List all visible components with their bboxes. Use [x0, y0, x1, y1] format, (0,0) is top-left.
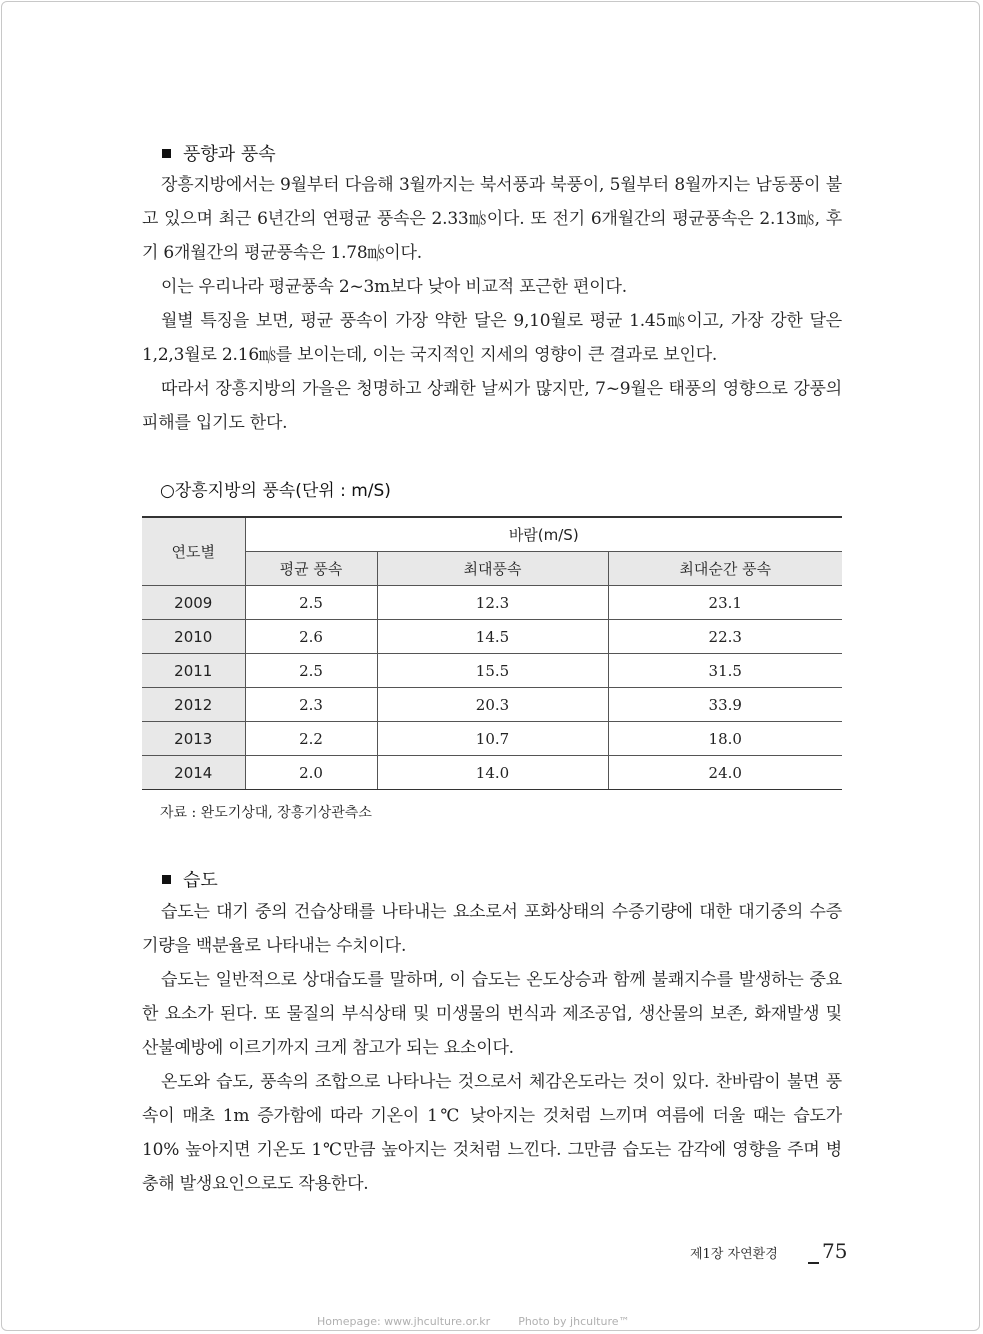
photo-credit: Photo by jhculture™	[518, 1315, 630, 1328]
max-speed-cell: 15.5	[377, 654, 608, 688]
year-cell: 2014	[142, 756, 245, 790]
column-header: 최대순간 풍속	[608, 552, 842, 586]
square-bullet-icon	[162, 875, 171, 884]
section-heading-text: 습도	[183, 870, 218, 891]
gust-speed-cell: 24.0	[608, 756, 842, 790]
table-row	[142, 654, 842, 688]
year-cell: 2010	[142, 620, 245, 654]
gust-speed-cell: 22.3	[608, 620, 842, 654]
footer-chapter-label: 제1장 자연환경	[690, 1247, 778, 1262]
year-cell: 2011	[142, 654, 245, 688]
avg-speed-cell: 2.5	[245, 586, 377, 620]
max-speed-cell: 20.3	[377, 688, 608, 722]
table-title: ○장흥지방의 풍속(단위 : m/S)	[160, 481, 391, 501]
year-cell: 2013	[142, 722, 245, 756]
paragraph: 따라서 장흥지방의 가을은 청명하고 상쾌한 날씨가 많지만, 7~9월은 태풍의 영향으로 강풍의 피해를 입기도 한다.	[142, 379, 842, 433]
avg-speed-cell: 2.3	[245, 688, 377, 722]
section-heading-wind	[162, 140, 276, 166]
year-cell: 2009	[142, 586, 245, 620]
footer-rule	[808, 1262, 819, 1264]
table-row	[142, 756, 842, 790]
avg-speed-cell: 2.0	[245, 756, 377, 790]
max-speed-cell: 14.0	[377, 756, 608, 790]
section-heading-text: 풍향과 풍속	[183, 144, 276, 165]
table-row	[142, 620, 842, 654]
page-number: 75	[822, 1239, 848, 1263]
paragraph: 온도와 습도, 풍속의 조합으로 나타나는 것으로서 체감온도라는 것이 있다. 찬바람이 불면 풍속이 매초 1m 증가함에 따라 기온이 1℃ 낮아지는 것처럼 느끼며 여름에 더울 때는 습도가 10% 높아지면 기온도 1℃만큼 높아지는 것처럼 느낀다. 그만큼 습도는 감각에 영향을 주며 병충해 발생요인으로도 작용한다.	[142, 1072, 842, 1194]
gust-speed-cell: 18.0	[608, 722, 842, 756]
year-cell: 2012	[142, 688, 245, 722]
column-header: 최대풍속	[377, 552, 608, 586]
table-source-note: 자료 : 완도기상대, 장흥기상관측소	[160, 805, 372, 821]
avg-speed-cell: 2.5	[245, 654, 377, 688]
gust-speed-cell: 33.9	[608, 688, 842, 722]
max-speed-cell: 10.7	[377, 722, 608, 756]
paragraph: 습도는 대기 중의 건습상태를 나타내는 요소로서 포화상태의 수증기량에 대한 대기중의 수증기량을 백분율로 나타내는 수치이다.	[142, 902, 842, 956]
gust-speed-cell: 31.5	[608, 654, 842, 688]
avg-speed-cell: 2.6	[245, 620, 377, 654]
table-row	[142, 586, 842, 620]
wind-speed-table	[142, 516, 842, 790]
square-bullet-icon	[162, 149, 171, 158]
homepage-credit: Homepage: www.jhculture.or.kr	[317, 1315, 491, 1328]
year-header: 연도별	[142, 517, 245, 586]
table-row	[142, 688, 842, 722]
paragraph: 이는 우리나라 평균풍속 2~3m보다 낮아 비교적 포근한 편이다.	[161, 277, 627, 297]
credit-line	[317, 1315, 630, 1328]
table-row	[142, 722, 842, 756]
max-speed-cell: 14.5	[377, 620, 608, 654]
wind-group-header: 바람(m/S)	[245, 517, 842, 552]
section-heading-humidity	[162, 866, 218, 892]
paragraph: 습도는 일반적으로 상대습도를 말하며, 이 습도는 온도상승과 함께 불쾌지수를 발생하는 중요한 요소가 된다. 또 물질의 부식상태 및 미생물의 번식과 제조공업, 생산물의 보존, 화재발생 및 산불예방에 이르기까지 크게 참고가 되는 요소이다.	[142, 970, 842, 1058]
max-speed-cell: 12.3	[377, 586, 608, 620]
column-header: 평균 풍속	[245, 552, 377, 586]
paragraph: 장흥지방에서는 9월부터 다음해 3월까지는 북서풍과 북풍이, 5월부터 8월까지는 남동풍이 불고 있으며 최근 6년간의 연평균 풍속은 2.33㎧이다. 또 전기 6개월간의 평균풍속은 2.13㎧, 후기 6개월간의 평균풍속은 1.78㎧이다.	[142, 175, 842, 263]
gust-speed-cell: 23.1	[608, 586, 842, 620]
paragraph: 월별 특징을 보면, 평균 풍속이 가장 약한 달은 9,10월로 평균 1.45㎧이고, 가장 강한 달은 1,2,3월로 2.16㎧를 보이는데, 이는 국지적인 지세의 영향이 큰 결과로 보인다.	[142, 311, 842, 365]
avg-speed-cell: 2.2	[245, 722, 377, 756]
